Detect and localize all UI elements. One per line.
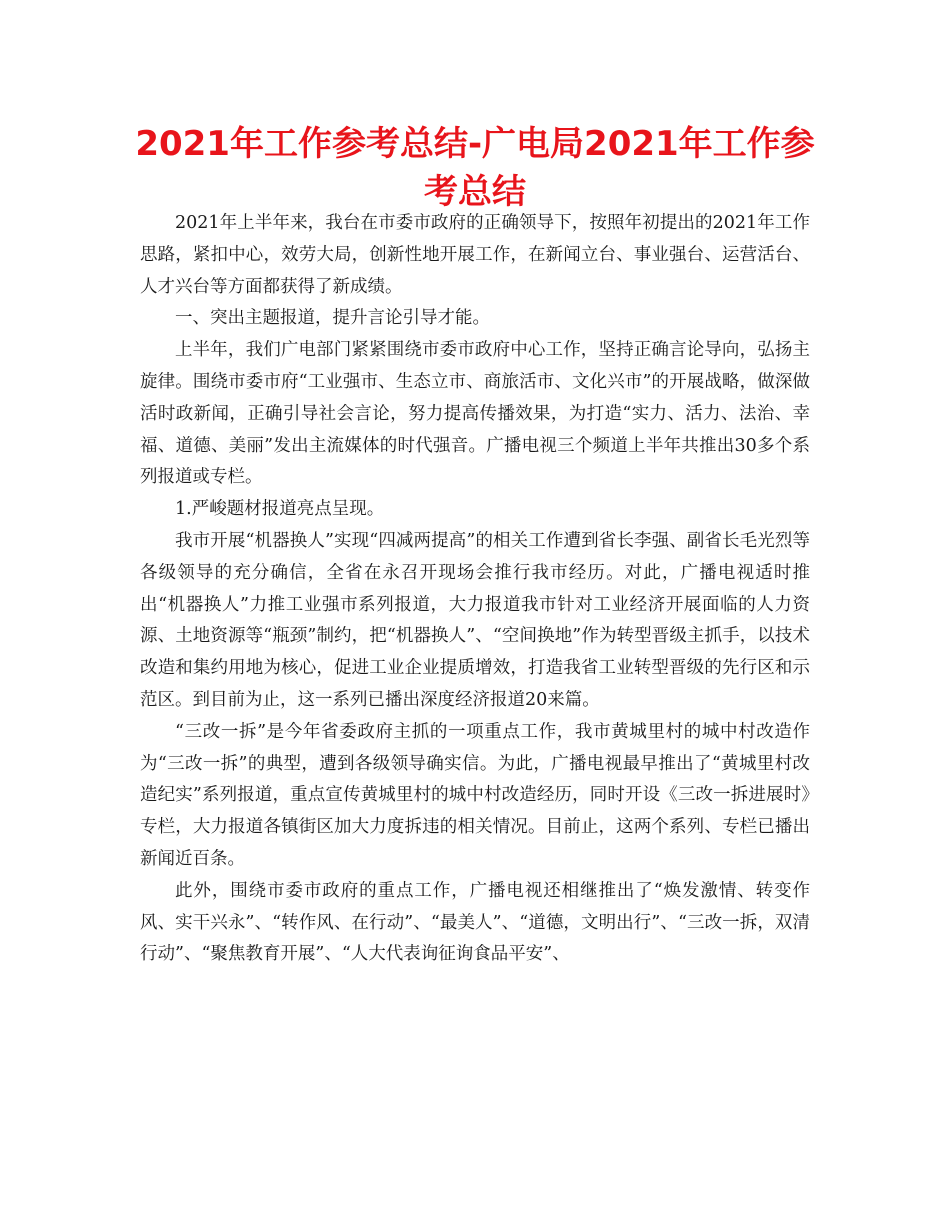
paragraph: 此外，围绕市委市政府的重点工作，广播电视还相继推出了“焕发激情、转变作风、实干兴永”、“转作风、在行动”、“最美人”、“道德，文明出行”、“三改一拆，双清行动”、“聚焦教育开展”、“人大代表询征询食品平安”、 bbox=[140, 880, 810, 965]
section-heading-1: 一、突出主题报道，提升言论引导才能。 bbox=[175, 308, 490, 329]
document-title: 2021年工作参考总结-广电局2021年工作参考总结 bbox=[135, 124, 815, 212]
paragraph: 上半年，我们广电部门紧紧围绕市委市政府中心工作，坚持正确言论导向，弘扬主旋律。围绕市委市府“工业强市、生态立市、商旅活市、文化兴市”的开展战略，做深做活时政新闻，正确引导社会言论，努力提高传播效果，为打造“实力、活力、法治、幸福、道德、美丽”发出主流媒体的时代强音。广播电视三个频道上半年共推出30多个系列报道或专栏。 bbox=[140, 340, 810, 488]
subsection-heading-1: 1.严峻题材报道亮点呈现。 bbox=[175, 499, 385, 520]
paragraph-intro: 2021年上半年来，我台在市委市政府的正确领导下，按照年初提出的2021年工作思路，紧扣中心，效劳大局，创新性地开展工作，在新闻立台、事业强台、运营活台、人才兴台等方面都获得了新成绩。 bbox=[140, 213, 810, 297]
paragraph: 我市开展“机器换人”实现“四减两提高”的相关工作遭到省长李强、副省长毛光烈等各级领导的充分确信，全省在永召开现场会推行我市经历。对此，广播电视适时推出“机器换人”力推工业强市系列报道，大力报道我市针对工业经济开展面临的人力资源、土地资源等“瓶颈”制约，把“机器换人”、“空间换地”作为转型晋级主抓手，以技术改造和集约用地为核心，促进工业企业提质增效，打造我省工业转型晋级的先行区和示范区。到目前为止，这一系列已播出深度经济报道20来篇。 bbox=[140, 530, 810, 710]
document-body bbox=[140, 208, 810, 971]
paragraph: “三改一拆”是今年省委政府主抓的一项重点工作，我市黄城里村的城中村改造作为“三改一拆”的典型，遭到各级领导确实信。为此，广播电视最早推出了“黄城里村改造纪实”系列报道，重点宣传黄城里村的城中村改造经历，同时开设《三改一拆进展时》专栏，大力报道各镇街区加大力度拆违的相关情况。目前止，这两个系列、专栏已播出新闻近百条。 bbox=[140, 721, 810, 869]
